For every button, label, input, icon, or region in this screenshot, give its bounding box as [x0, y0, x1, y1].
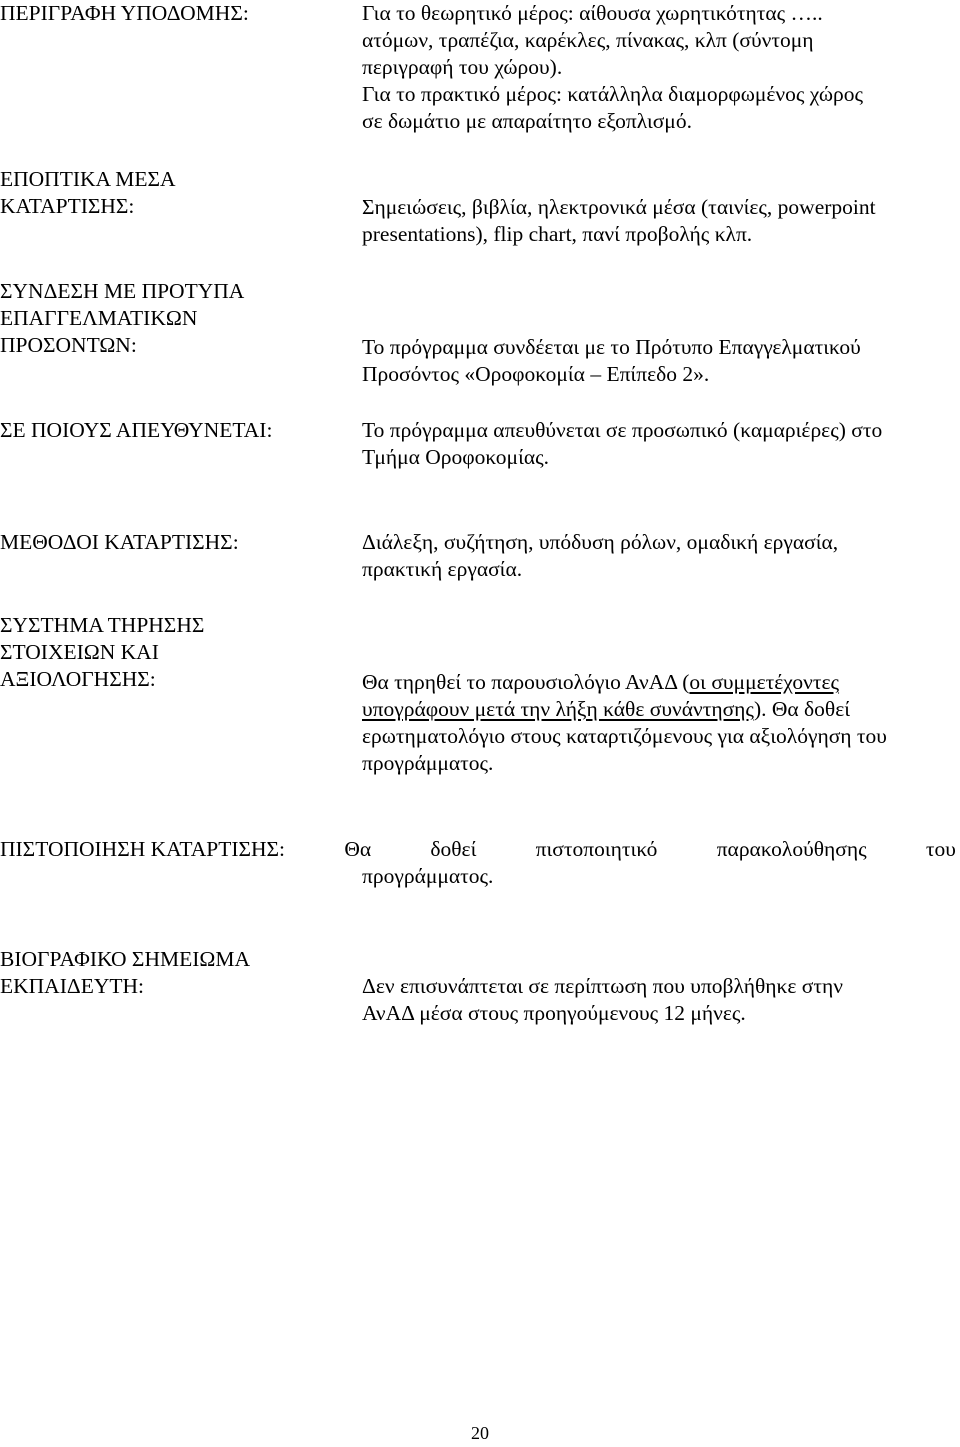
certification-label: ΠΙΣΤΟΠΟΙΗΣΗ ΚΑΤΑΡΤΙΣΗΣ: — [0, 837, 286, 861]
label-line: ΒΙΟΓΡΑΦΙΚΟ ΣΗΜΕΙΩΜΑ — [0, 947, 251, 971]
label-line: ΕΠΟΠΤΙΚΑ ΜΕΣΑ — [0, 167, 176, 191]
visual-aids-line: presentations), flip chart, πανί προβολής κλπ. — [362, 222, 753, 246]
infrastructure-line: σε δωμάτιο με απαραίτητο εξοπλισμό. — [362, 109, 692, 133]
assessment-line: προγράμματος. — [362, 751, 494, 775]
label-line: ΕΚΠΑΙΔΕΥΤΗ: — [0, 974, 144, 998]
standards-line: Προσόντος «Οροφοκομία – Επίπεδο 2». — [362, 362, 710, 386]
label-line: ΣΥΝΔΕΣΗ ΜΕ ΠΡΟΤΥΠΑ — [0, 279, 245, 303]
professional-standards-label — [0, 278, 340, 359]
certification-word: Θα — [344, 837, 372, 861]
assessment-line: ερωτηματολόγιο στους καταρτιζόμενους για αξιολόγηση του — [362, 724, 887, 748]
target-audience-label: ΣΕ ΠΟΙΟΥΣ ΑΠΕΥΘΥΝΕΤΑΙ: — [0, 418, 273, 442]
infrastructure-description — [362, 0, 956, 135]
label-line: ΣΤΟΙΧΕΙΩΝ ΚΑΙ — [0, 640, 159, 664]
assessment-line — [362, 696, 956, 723]
infrastructure-line: ατόμων, τραπέζια, καρέκλες, πίνακας, κλπ (σύντομη — [362, 28, 814, 52]
methods-line: πρακτική εργασία. — [362, 557, 523, 581]
audience-line: Το πρόγραμμα απευθύνεται σε προσωπικό (καμαριέρες) στο — [362, 418, 883, 442]
target-audience-description — [362, 417, 956, 471]
visual-aids-label — [0, 166, 340, 220]
label-line: ΑΞΙΟΛΟΓΗΣΗΣ: — [0, 667, 156, 691]
audience-line: Τμήμα Οροφοκομίας. — [362, 445, 550, 469]
infrastructure-label: ΠΕΡΙΓΡΑΦΗ ΥΠΟΔΟΜΗΣ: — [0, 1, 249, 25]
assessment-line — [362, 669, 956, 696]
assessment-text: Θα τηρηθεί το παρουσιολόγιο ΑνΑΔ ( — [362, 670, 690, 694]
infrastructure-line: Για το θεωρητικό μέρος: αίθουσα χωρητικότητας ….. — [362, 1, 823, 25]
training-methods-label: ΜΕΘΟΔΟΙ ΚΑΤΑΡΤΙΣΗΣ: — [0, 530, 239, 554]
assessment-underlined-text: οι συμμετέχοντες — [689, 670, 840, 694]
certification-continuation: προγράμματος. — [362, 864, 494, 888]
assessment-description — [362, 669, 956, 777]
assessment-underlined-text: υπογράφουν μετά την λήξη κάθε συνάντησης — [362, 697, 754, 721]
assessment-text: ). Θα δοθεί — [753, 697, 851, 721]
label-line: ΚΑΤΑΡΤΙΣΗΣ: — [0, 194, 135, 218]
infrastructure-line: περιγραφή του χώρου). — [362, 55, 563, 79]
certification-word: δοθεί — [430, 837, 477, 861]
trainer-cv-line: Δεν επισυνάπτεται σε περίπτωση που υποβλήθηκε στην — [362, 974, 843, 998]
trainer-cv-line: ΑνΑΔ μέσα στους προηγούμενους 12 μήνες. — [362, 1001, 746, 1025]
label-line: ΣΥΣΤΗΜΑ ΤΗΡΗΣΗΣ — [0, 613, 205, 637]
label-line: ΠΡΟΣΟΝΤΩΝ: — [0, 333, 137, 357]
assessment-label — [0, 612, 340, 693]
certification-word: παρακολούθησης — [716, 837, 867, 861]
certification-word: του — [925, 837, 956, 861]
trainer-cv-description — [362, 973, 956, 1027]
methods-line: Διάλεξη, συζήτηση, υπόδυση ρόλων, ομαδική εργασία, — [362, 530, 839, 554]
certification-word: πιστοποιητικό — [535, 837, 658, 861]
visual-aids-line: Σημειώσεις, βιβλία, ηλεκτρονικά μέσα (ταινίες, powerpoint — [362, 195, 876, 219]
label-line: ΕΠΑΓΓΕΛΜΑΤΙΚΩΝ — [0, 306, 198, 330]
trainer-cv-label — [0, 946, 340, 1000]
certification-row — [0, 836, 956, 863]
standards-line: Το πρόγραμμα συνδέεται με το Πρότυπο Επαγγελματικού — [362, 335, 861, 359]
page-number: 20 — [471, 1423, 489, 1443]
professional-standards-description — [362, 334, 956, 388]
training-methods-description — [362, 529, 956, 583]
infrastructure-line: Για το πρακτικό μέρος: κατάλληλα διαμορφωμένος χώρος — [362, 82, 864, 106]
visual-aids-description — [362, 194, 956, 248]
